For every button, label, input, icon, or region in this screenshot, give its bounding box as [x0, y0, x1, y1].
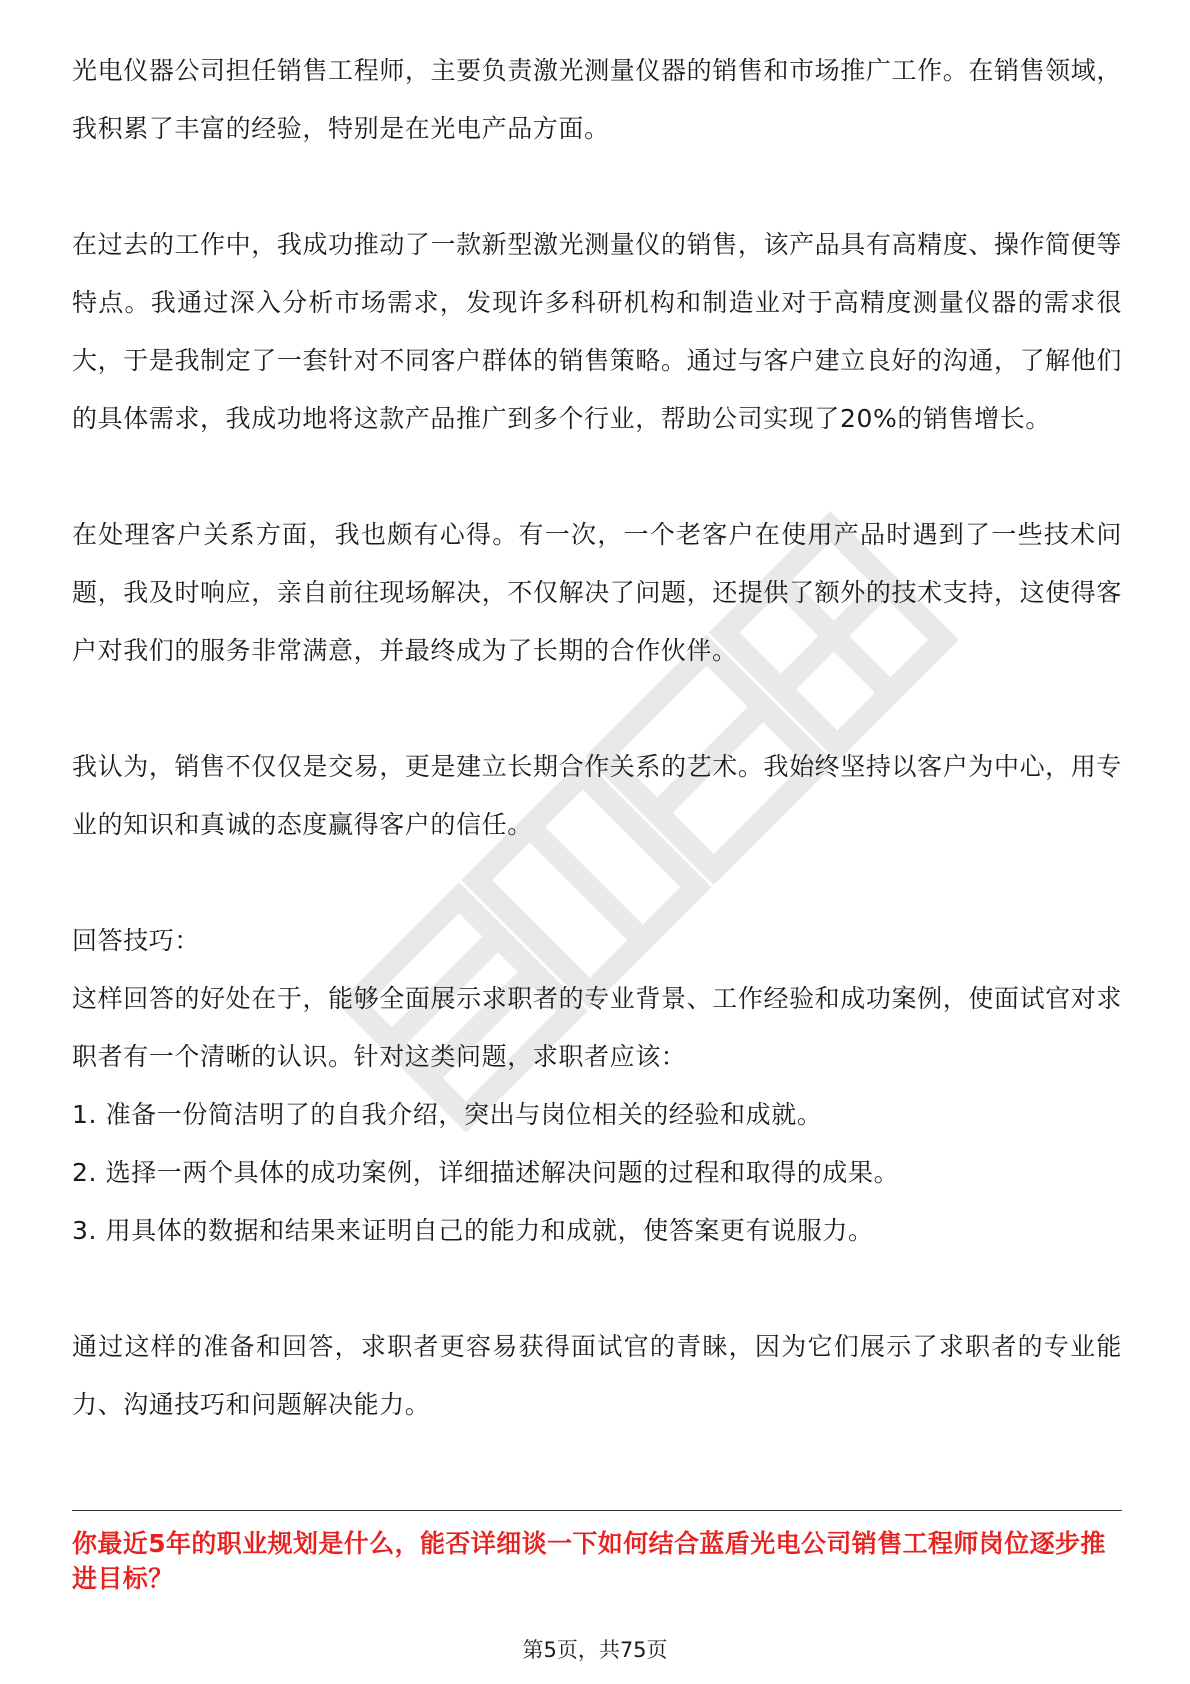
- list-item: 1. 准备一份简洁明了的自我介绍，突出与岗位相关的经验和成就。: [72, 1100, 823, 1129]
- list-item: 2. 选择一两个具体的成功案例，详细描述解决问题的过程和取得的成果。: [72, 1158, 900, 1187]
- tips-list: [72, 1086, 1122, 1260]
- page-number: 第5页，共75页: [522, 1638, 668, 1662]
- list-item: 3. 用具体的数据和结果来证明自己的能力和成就，使答案更有说服力。: [72, 1216, 874, 1245]
- section-divider: [72, 1510, 1122, 1511]
- tips-intro: 这样回答的好处在于，能够全面展示求职者的专业背景、工作经验和成功案例，使面试官对求职者有一个清晰的认识。针对这类问题，求职者应该：: [72, 984, 1122, 1071]
- tips-heading: 回答技巧：: [72, 926, 201, 955]
- paragraph-intro: 光电仪器公司担任销售工程师，主要负责激光测量仪器的销售和市场推广工作。在销售领域，我积累了丰富的经验，特别是在光电产品方面。: [72, 56, 1122, 143]
- paragraph-sales-philosophy: 我认为，销售不仅仅是交易，更是建立长期合作关系的艺术。我始终坚持以客户为中心，用专业的知识和真诚的态度赢得客户的信任。: [72, 752, 1122, 839]
- next-question-heading: 你最近5年的职业规划是什么，能否详细谈一下如何结合蓝盾光电公司销售工程师岗位逐步推进目标？: [72, 1529, 1106, 1593]
- tips-conclusion: 通过这样的准备和回答，求职者更容易获得面试官的青睐，因为它们展示了求职者的专业能力、沟通技巧和问题解决能力。: [72, 1332, 1122, 1419]
- main-content: [72, 42, 1122, 1434]
- paragraph-achievement: 在过去的工作中，我成功推动了一款新型激光测量仪的销售，该产品具有高精度、操作简便等特点。我通过深入分析市场需求，发现许多科研机构和制造业对于高精度测量仪器的需求很大，于是我制定了一套针对不同客户群体的销售策略。通过与客户建立良好的沟通，了解他们的具体需求，我成功地将这款产品推广到多个行业，帮助公司实现了20%的销售增长。: [72, 230, 1122, 433]
- paragraph-customer-relations: 在处理客户关系方面，我也颇有心得。有一次，一个老客户在使用产品时遇到了一些技术问题，我及时响应，亲自前往现场解决，不仅解决了问题，还提供了额外的技术支持，这使得客户对我们的服务非常满意，并最终成为了长期的合作伙伴。: [72, 520, 1122, 665]
